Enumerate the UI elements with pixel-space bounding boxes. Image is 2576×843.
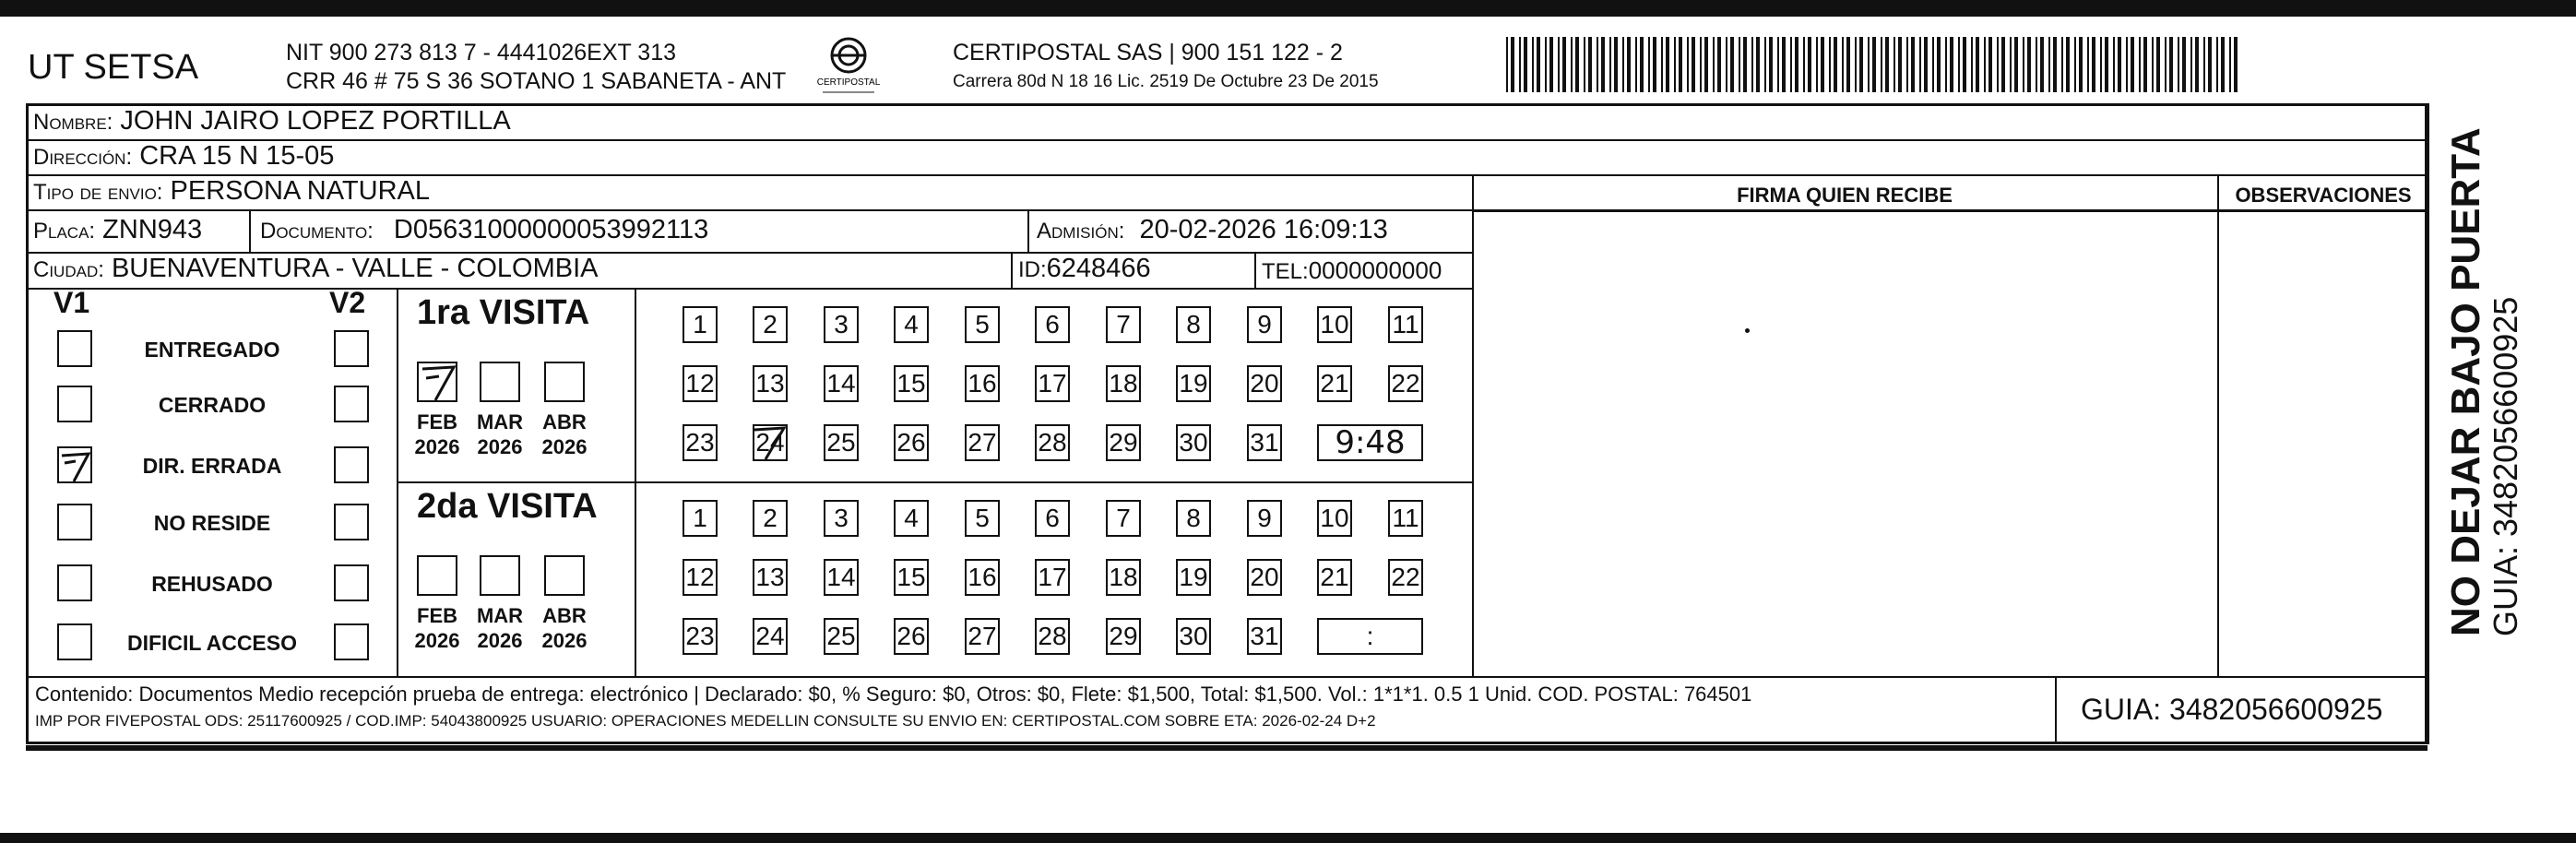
admision-label: Admisión: [1037,219,1125,243]
v2-checkbox[interactable] [334,446,369,483]
day-number: 16 [967,369,997,398]
day-box[interactable] [965,500,1000,537]
day-number: 14 [826,563,856,591]
v1-label: V1 [53,286,90,319]
day-number: 28 [1038,428,1067,457]
id-label: ID: [1018,257,1047,282]
day-number: 25 [826,622,856,650]
month-name: FEB [417,604,457,627]
month-label [535,603,594,653]
vline-right [2428,103,2429,744]
day-number: 2 [763,504,778,532]
day-box[interactable] [1247,559,1282,596]
day-number: 1 [693,504,707,532]
day-box[interactable] [1106,500,1141,537]
day-number: 31 [1250,428,1279,457]
tipo-row [33,176,430,207]
certi-name-line: CERTIPOSTAL SAS | 900 151 122 - 2 [953,40,1343,65]
day-box[interactable] [965,559,1000,596]
v1-checkbox[interactable] [57,623,92,660]
v1-checkbox[interactable] [57,504,92,540]
v2-checkbox[interactable] [334,330,369,367]
day-box[interactable] [1247,618,1282,655]
day-number: 22 [1391,369,1420,398]
day-number: 23 [685,622,715,650]
day-box[interactable] [894,306,929,343]
placa-cell [33,215,202,245]
v1-checkbox[interactable] [57,446,92,483]
company-info [286,39,786,96]
day-number: 12 [685,563,715,591]
day-box[interactable] [753,618,788,655]
nombre-value: JOHN JAIRO LOPEZ PORTILLA [120,106,511,136]
month-year: 2026 [541,435,588,458]
direccion-value: CRA 15 N 15-05 [139,141,335,171]
month-year: 2026 [541,629,588,652]
day-number: 15 [896,563,926,591]
day-number: 13 [755,369,785,398]
day-number: 23 [685,428,715,457]
day-number: 22 [1391,563,1420,591]
status-label: NO RESIDE [153,511,271,535]
day-box[interactable] [683,500,718,537]
direccion-row [33,141,334,172]
day-box[interactable] [1317,365,1352,402]
side-guia: GUIA: 3482056600925 [2487,296,2524,636]
day-number: 7 [1116,504,1131,532]
first-visit-title: 1ra VISITA [417,293,590,332]
day-box[interactable] [965,424,1000,461]
documento-cell [260,215,708,245]
rule-5 [26,288,1472,290]
vline-obs [2217,174,2219,676]
day-number: 25 [826,428,856,457]
certi-address-line: Carrera 80d N 18 16 Lic. 2519 De Octubre 23 De 2015 [953,72,1379,91]
status-label: CERRADO [158,393,267,417]
day-number: 17 [1038,563,1067,591]
day-number: 11 [1392,504,1419,532]
day-box[interactable] [1106,306,1141,343]
day-box[interactable] [1247,306,1282,343]
day-number: 27 [967,428,997,457]
visit-time: 9:48 [1335,424,1406,461]
day-box[interactable] [1176,500,1211,537]
month-name: FEB [417,410,457,433]
company-name: UT SETSA [28,48,199,87]
day-number: 24 [755,428,785,457]
month-year: 2026 [414,435,460,458]
day-box[interactable] [1106,618,1141,655]
day-box[interactable] [1247,365,1282,402]
day-number: 31 [1250,622,1279,650]
day-box[interactable] [1176,306,1211,343]
documento-label: Documento: [260,219,374,243]
day-number: 13 [755,563,785,591]
day-number: 29 [1109,428,1138,457]
month-label [408,603,467,653]
tel-cell [1262,255,1442,286]
vline-tel [1254,252,1256,288]
day-number: 24 [755,622,785,650]
day-box[interactable] [894,365,929,402]
day-number: 9 [1257,310,1272,338]
admision-value: 20-02-2026 16:09:13 [1139,215,1388,244]
top-border [0,0,2576,17]
footer-contents: Contenido: Documentos Medio recepción prueba de entrega: electrónico | Declarado: $0, % Seguro: $0, Otros: $0, Flete: $1,500, Total: $1,500. Vol.: 1*1*1. 0.5 1 Unid. COD. POSTAL: 764501 [35,683,1752,706]
month-name: ABR [542,410,587,433]
day-box[interactable] [894,618,929,655]
day-number: 21 [1320,563,1349,591]
status-label: ENTREGADO [144,338,280,362]
month-name: MAR [476,410,524,433]
vline-guia [2055,676,2057,744]
page-bottom-border [0,833,2576,843]
day-box[interactable] [1176,559,1211,596]
firma-header: FIRMA QUIEN RECIBE [1737,184,1953,207]
day-box[interactable] [1035,618,1070,655]
v1-checkbox[interactable] [57,564,92,601]
day-box[interactable] [1176,424,1211,461]
day-number: 1 [693,310,707,338]
day-number: 30 [1179,622,1208,650]
nit-line: NIT 900 273 813 7 - 4441026EXT 313 [286,40,677,65]
v1-checkbox[interactable] [57,386,92,422]
day-box[interactable] [1388,559,1423,596]
day-number: 11 [1392,310,1419,338]
day-number: 3 [834,504,849,532]
day-box[interactable] [824,365,859,402]
day-number: 4 [904,504,919,532]
month-year: 2026 [477,435,523,458]
day-box[interactable] [1317,500,1352,537]
day-box[interactable] [1247,500,1282,537]
v2-checkbox[interactable] [334,504,369,540]
v2-label: V2 [329,286,366,319]
observaciones-header: OBSERVACIONES [2235,184,2412,207]
day-box[interactable] [753,559,788,596]
day-box[interactable] [753,500,788,537]
side-warning: NO DEJAR BAJO PUERTA [2443,127,2488,636]
day-number: 8 [1186,504,1201,532]
day-box[interactable] [824,559,859,596]
v2-checkbox[interactable] [334,386,369,422]
signature-dot [1745,328,1750,333]
day-box[interactable] [824,306,859,343]
side-notice [2444,127,2523,636]
v2-checkbox[interactable] [334,564,369,601]
direccion-label: Dirección: [33,145,133,170]
status-label: REHUSADO [151,572,273,596]
bottom-border [26,745,2428,751]
v1-checkbox[interactable] [57,330,92,367]
day-number: 5 [975,310,990,338]
day-box[interactable] [965,365,1000,402]
day-number: 28 [1038,622,1067,650]
day-box[interactable] [1106,365,1141,402]
day-number: 20 [1250,369,1279,398]
v2-checkbox[interactable] [334,623,369,660]
day-box[interactable] [753,306,788,343]
time-box[interactable] [1317,618,1423,655]
day-number: 12 [685,369,715,398]
logo-text: CERTIPOSTAL [816,77,881,88]
day-box[interactable] [683,618,718,655]
month-label [470,410,529,459]
day-box[interactable] [1247,424,1282,461]
day-box[interactable] [965,306,1000,343]
ciudad-label: Ciudad: [33,257,104,282]
day-box[interactable] [1388,500,1423,537]
month-name: ABR [542,604,587,627]
day-box[interactable] [753,424,788,461]
month-checkbox[interactable] [480,555,520,596]
day-box[interactable] [824,424,859,461]
day-number: 15 [896,369,926,398]
day-number: 29 [1109,622,1138,650]
day-box[interactable] [683,424,718,461]
vline-id [1011,252,1013,288]
day-box[interactable] [1176,618,1211,655]
day-box[interactable] [1035,500,1070,537]
day-number: 30 [1179,428,1208,457]
month-label [535,410,594,459]
documento-value: D05631000000053992113 [393,215,709,244]
day-number: 5 [975,504,990,532]
day-box[interactable] [683,306,718,343]
day-number: 18 [1109,369,1138,398]
day-number: 6 [1045,504,1060,532]
day-number: 10 [1320,310,1349,338]
month-year: 2026 [414,629,460,652]
day-number: 20 [1250,563,1279,591]
day-number: 26 [896,622,926,650]
id-value: 6248466 [1046,254,1151,283]
month-checkbox[interactable] [544,555,585,596]
guia-number: GUIA: 3482056600925 [2081,693,2383,726]
day-box[interactable] [1035,559,1070,596]
id-cell [1018,254,1151,284]
rule-visits [397,481,1472,483]
tipo-label: Tipo de envio: [33,180,163,205]
day-number: 2 [763,310,778,338]
barcode [1506,37,2244,92]
tel-label: TEL: [1262,259,1309,284]
day-box[interactable] [1106,424,1141,461]
handwritten-mark-icon [59,448,94,485]
month-checkbox[interactable] [544,362,585,402]
day-box[interactable] [1388,365,1423,402]
day-box[interactable] [824,500,859,537]
day-box[interactable] [683,365,718,402]
day-box[interactable] [965,618,1000,655]
month-year: 2026 [477,629,523,652]
month-name: MAR [476,604,524,627]
vline-firma [1472,174,1474,676]
handwritten-mark-icon [419,363,459,404]
time-box[interactable] [1317,424,1423,461]
certipostal-info [953,39,1379,96]
day-number: 26 [896,428,926,457]
second-visit-title: 2da VISITA [417,487,598,526]
day-box[interactable] [1035,306,1070,343]
day-box[interactable] [1176,365,1211,402]
nombre-row [33,106,511,137]
address-line: CRR 46 # 75 S 36 SOTANO 1 SABANETA - ANT [286,68,787,94]
ciudad-cell [33,254,598,284]
day-box[interactable] [894,559,929,596]
rule-footer [26,676,2428,678]
day-number: 16 [967,563,997,591]
tipo-value: PERSONA NATURAL [170,176,431,206]
day-number: 19 [1179,369,1208,398]
tel-value: 0000000000 [1308,256,1442,284]
day-box[interactable] [894,424,929,461]
ciudad-value: BUENAVENTURA - VALLE - COLOMBIA [111,254,599,283]
day-number: 17 [1038,369,1067,398]
month-label [408,410,467,459]
day-number: 3 [834,310,849,338]
day-number: 7 [1116,310,1131,338]
day-number: 8 [1186,310,1201,338]
placa-value: ZNN943 [102,215,203,244]
placa-label: Placa: [33,219,96,243]
day-box[interactable] [753,365,788,402]
day-number: 27 [967,622,997,650]
month-label [470,603,529,653]
barcode-graphic [1506,37,2244,92]
day-box[interactable] [824,618,859,655]
logo-icon [812,35,885,100]
nombre-label: Nombre: [33,110,113,135]
admision-cell [1037,215,1388,245]
day-box[interactable] [683,559,718,596]
vline-placa [249,209,251,252]
footer-print-info: IMP POR FIVEPOSTAL ODS: 25117600925 / COD.IMP: 54043800925 USUARIO: OPERACIONES MEDELLIN CONSULTE SU ENVIO EN: CERTIPOSTAL.COM SOBRE ETA: 2026-02-24 D+2 [35,712,1376,730]
day-box[interactable] [1106,559,1141,596]
day-box[interactable] [1317,559,1352,596]
day-box[interactable] [1035,424,1070,461]
handwritten-mark-icon [753,424,788,461]
certipostal-logo [812,35,885,100]
day-box[interactable] [1317,306,1352,343]
month-checkbox[interactable] [417,555,457,596]
day-number: 21 [1320,369,1349,398]
day-number: 4 [904,310,919,338]
status-label: DIR. ERRADA [142,454,282,478]
day-number: 9 [1257,504,1272,532]
rule-col-head [1472,210,2428,212]
month-checkbox[interactable] [480,362,520,402]
day-box[interactable] [1035,365,1070,402]
month-checkbox[interactable] [417,362,457,402]
day-number: 10 [1320,504,1349,532]
day-box[interactable] [894,500,929,537]
status-label: DIFICIL ACCESO [126,631,297,655]
day-box[interactable] [1388,306,1423,343]
vline-admision [1027,209,1029,252]
day-number: 6 [1045,310,1060,338]
day-number: 14 [826,369,856,398]
day-number: 19 [1179,563,1208,591]
rule-1 [26,139,2428,141]
day-number: 18 [1109,563,1138,591]
visit-time: : [1366,622,1374,650]
